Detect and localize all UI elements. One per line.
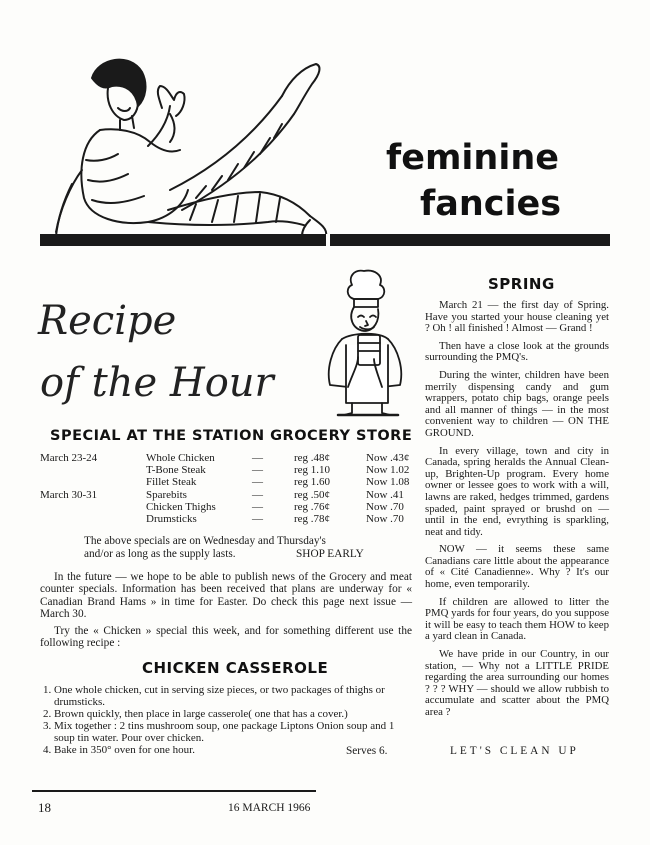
- special-item: Whole Chicken: [146, 452, 215, 465]
- special-now: Now 1.02: [366, 464, 410, 477]
- step-item: 4. Bake in 350° oven for one hour.: [54, 744, 414, 756]
- spring-para: March 21 — the first day of Spring. Have you started your house cleaning yet ? Oh ! all finished ! Almost — Grand !: [425, 299, 609, 335]
- section-title-line1: feminine: [386, 138, 560, 178]
- special-item: Drumsticks: [146, 513, 197, 526]
- special-now: Now .70: [366, 513, 404, 526]
- special-reg: reg .78¢: [294, 513, 331, 526]
- spring-para: We have pride in our Country, in our station, — Why not a LITTLE PRIDE regarding the area surrounding our homes ? ? ? WHY — should we allow rubbish to accumulate and scatter about the PMQ area ?: [425, 648, 609, 718]
- chef-illustration: [308, 265, 418, 420]
- spring-closing: LET'S CLEAN UP: [450, 745, 579, 757]
- recipe-para2-text: Try the « Chicken » special this week, and for something different use the following recipe :: [40, 625, 412, 650]
- special-reg: reg 1.10: [294, 464, 331, 477]
- special-reg: reg .50¢: [294, 488, 331, 501]
- special-item: Sparebits: [146, 488, 187, 501]
- spring-heading: SPRING: [488, 275, 555, 293]
- special-date: March 30-31: [40, 488, 98, 501]
- special-row: [40, 489, 418, 501]
- header-rule-gap: [326, 234, 330, 246]
- page-number: 18: [38, 800, 51, 815]
- spring-para: In every village, town and city in Canada, spring heralds the Annual Clean-up, Brighten-Up program. Every home owner or lessee goes to work with a will, lawns are raked, hedges trimmed, gardens spaded, paint sprayed or brushd on — until in the end, evrything is sparkling, neat and tidy.: [425, 444, 609, 538]
- special-heading: SPECIAL AT THE STATION GROCERY STORE: [50, 428, 413, 444]
- spring-para: Then have a close look at the grounds surrounding the PMQ's.: [425, 339, 609, 364]
- spring-para: NOW — it seems these same Canadians care little about the appearance of « Cité Canadienne». Why ? It's our home, even temporarily.: [425, 543, 609, 591]
- header-rule: [40, 234, 610, 246]
- recipe-para2: [40, 625, 412, 656]
- specials-note-line2: and/or as long as the supply lasts.: [84, 548, 236, 560]
- spring-para: During the winter, children have been merrily dispensing candy and gum wrappers, potato chip bags, orange peels and all manner of things — in the most convenient way to children — ON THE GROUND.: [425, 368, 609, 439]
- serves: Serves 6.: [346, 745, 388, 757]
- special-date: [40, 513, 146, 525]
- spring-para: If children are allowed to litter the PMQ yards for four years, do you suppose it will be easy to teach them HOW to keep a yard clean in Canada.: [425, 595, 609, 643]
- special-item: Chicken Thighs: [146, 500, 216, 513]
- special-date: [40, 501, 146, 513]
- specials-body: [40, 452, 418, 525]
- casserole-heading: CHICKEN CASSEROLE: [142, 659, 329, 677]
- step-item: 3. Mix together : 2 tins mushroom soup, one package Liptons Onion soup and 1 soup tin water. Pour over chicken.: [54, 720, 414, 744]
- special-dash: —: [252, 452, 263, 465]
- special-date: [40, 464, 146, 476]
- footer-rule: [32, 790, 316, 792]
- special-dash: —: [252, 500, 263, 513]
- special-row: [40, 464, 418, 476]
- special-row: [40, 476, 418, 488]
- woman-illustration: [20, 50, 360, 250]
- special-item: Fillet Steak: [146, 476, 197, 489]
- special-row: [40, 452, 418, 464]
- specials-note-line1: The above specials are on Wednesday and Thursday's: [84, 535, 326, 547]
- step-item: 2. Brown quickly, then place in large casserole( one that has a cover.): [54, 708, 414, 720]
- special-row: [40, 501, 418, 513]
- special-row: [40, 513, 418, 525]
- step-item: 1. One whole chicken, cut in serving size pieces, or two packages of thighs or drumsticks.: [54, 684, 414, 708]
- section-title-line2: fancies: [420, 184, 562, 224]
- special-dash: —: [252, 513, 263, 526]
- special-date: [40, 476, 146, 488]
- special-dash: —: [252, 464, 263, 477]
- special-dash: —: [252, 488, 263, 501]
- recipe-para1: [40, 571, 412, 627]
- recipe-script-title-line1: Recipe: [38, 298, 177, 344]
- special-item: T-Bone Steak: [146, 464, 206, 477]
- special-now: Now .41: [366, 488, 404, 501]
- special-now: Now .43¢: [366, 452, 410, 465]
- special-reg: reg .76¢: [294, 500, 331, 513]
- recipe-script-title-line2: of the Hour: [40, 360, 274, 406]
- special-reg: reg 1.60: [294, 476, 331, 489]
- special-dash: —: [252, 476, 263, 489]
- specials-table: [40, 452, 418, 525]
- issue-date: 16 MARCH 1966: [228, 802, 311, 814]
- shop-early: SHOP EARLY: [296, 548, 364, 560]
- special-reg: reg .48¢: [294, 452, 331, 465]
- special-now: Now .70: [366, 500, 404, 513]
- spring-column: [425, 300, 609, 725]
- special-now: Now 1.08: [366, 476, 410, 489]
- recipe-para1-text: In the future — we hope to be able to publish news of the Grocery and meat counter specials. Information has been received that plans are underway for « Canadian Brand Hams » in time for Easter. Do check this page next issue — March 30.: [40, 571, 412, 621]
- special-date: March 23-24: [40, 452, 98, 465]
